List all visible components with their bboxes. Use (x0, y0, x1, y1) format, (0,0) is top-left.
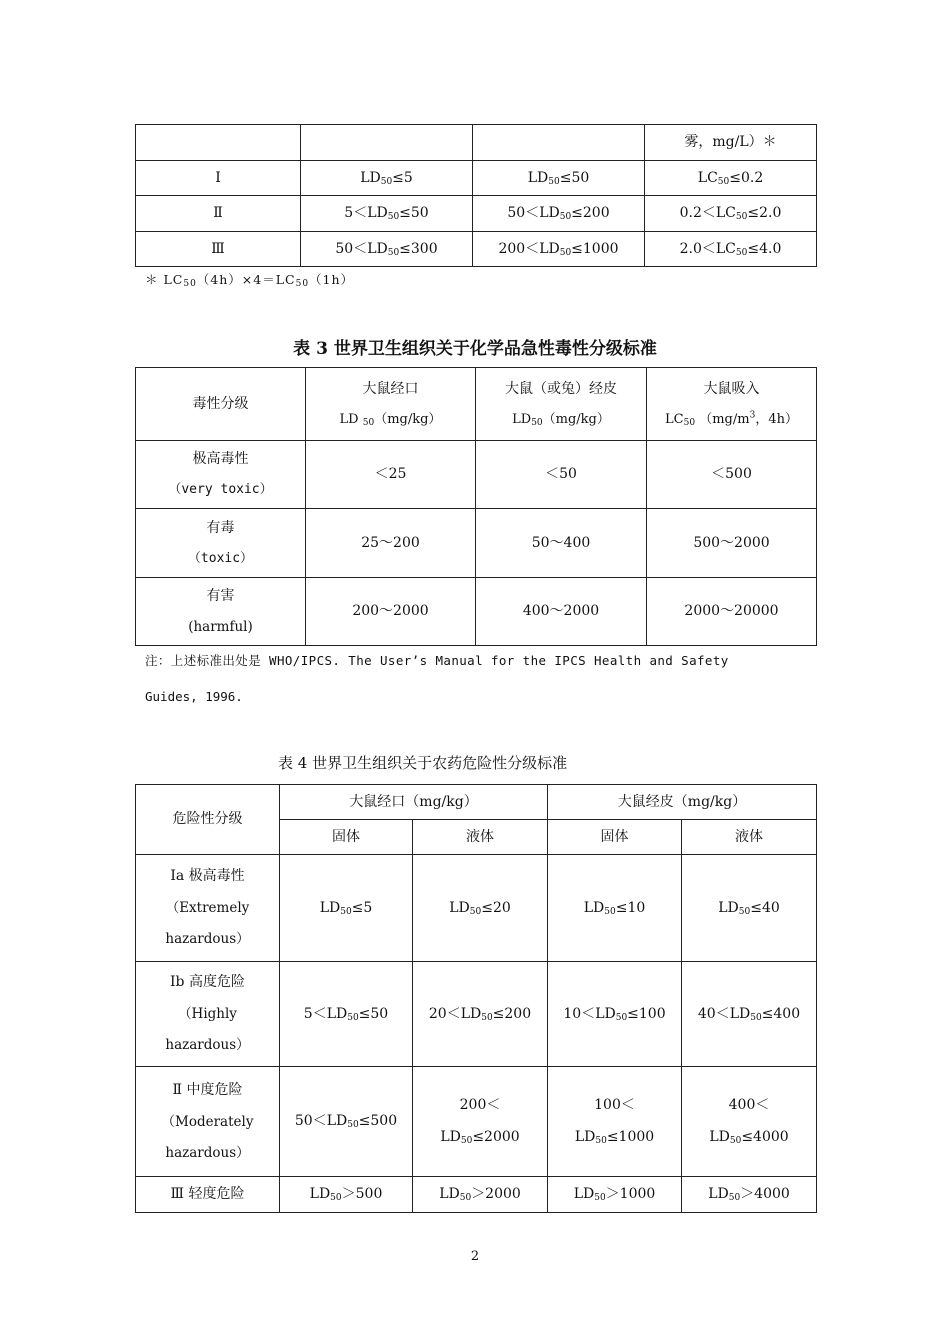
table-row (136, 196, 817, 232)
table2-value-cell: $50<LD_{50}\le 300$ (301, 232, 473, 267)
table2-value-cell: $0.2<LC_{50}\le 2.0$ (645, 196, 817, 232)
table4-value-cell: $LD_{50}>4000$ (682, 1177, 817, 1213)
table3-value-cell: 500～2000 (647, 509, 817, 578)
table4-header-dermal: 大鼠经皮（mg/kg） (548, 785, 817, 820)
table3-value-cell: ＜25 (306, 441, 476, 509)
table4-header-row (136, 785, 817, 820)
table4-header-dermal-solid: 固体 (548, 820, 682, 855)
table3-header-inhal: 大鼠吸入 $LC_{50}$ （$mg/m^3$，4h） (647, 368, 817, 441)
table4-header-oral: 大鼠经口（mg/kg） (280, 785, 548, 820)
table4-header-oral-solid: 固体 (280, 820, 413, 855)
table2-footnote: ＊ $LC_{50}(4h)\times 4=LC_{50}(1h)$ (145, 272, 355, 289)
table4 (135, 784, 817, 1213)
table4-class-cell: Ib 高度危险 （Highly hazardous） (136, 962, 280, 1067)
table3-title: 表 3 世界卫生组织关于化学品急性毒性分级标准 (293, 339, 657, 359)
table2-value-cell: $2.0<LC_{50}\le 4.0$ (645, 232, 817, 267)
table-row (136, 962, 817, 1067)
table3 (135, 367, 817, 646)
table2-value-cell: $LC_{50}\le 0.2$ (645, 161, 817, 196)
table4-title: 表 4 世界卫生组织关于农药危险性分级标准 (278, 754, 568, 772)
table3-header-row (136, 368, 817, 441)
table4-value-cell: $10<LD_{50}\le 100$ (548, 962, 682, 1067)
table4-value-cell: $LD_{50}\le 5$ (280, 855, 413, 962)
table2-value-cell: $5<LD_{50}\le 50$ (301, 196, 473, 232)
table2-cell (473, 125, 645, 161)
table3-note-line2: Guides, 1996. (145, 689, 243, 704)
table4-header-class: 危险性分级 (136, 785, 280, 855)
table2-cell (301, 125, 473, 161)
table4-value-cell: $LD_{50}>2000$ (413, 1177, 548, 1213)
table2-value-cell: $200<LD_{50}\le 1000$ (473, 232, 645, 267)
table2-class-cell: Ⅰ (136, 161, 301, 196)
table3-header-dermal: 大鼠（或兔）经皮 $LD_{50}(mg/kg)$ (476, 368, 647, 441)
table3-header-oral: 大鼠经口 LD $_{50}$（mg/kg） (306, 368, 476, 441)
table-row (136, 509, 817, 578)
table3-value-cell: 25～200 (306, 509, 476, 578)
table3-value-cell: ＜50 (476, 441, 647, 509)
table4-class-cell: Ia 极高毒性 （Extremely hazardous） (136, 855, 280, 962)
table-row (136, 855, 817, 962)
table3-value-cell: 50～400 (476, 509, 647, 578)
table2 (135, 124, 817, 267)
table3-value-cell: ＜500 (647, 441, 817, 509)
table4-value-cell: $40<LD_{50}\le 400$ (682, 962, 817, 1067)
table2-class-cell: Ⅱ (136, 196, 301, 232)
table4-header-oral-liquid: 液体 (413, 820, 548, 855)
table3-value-cell: 400～2000 (476, 578, 647, 646)
table4-value-cell: 100＜ $LD_{50}\le 1000$ (548, 1067, 682, 1177)
table4-value-cell: 400＜ $LD_{50}\le 4000$ (682, 1067, 817, 1177)
table-row (136, 161, 817, 196)
table4-value-cell: $50<LD_{50}\le 500$ (280, 1067, 413, 1177)
table3-header-class: 毒性分级 (136, 368, 306, 441)
table-row (136, 232, 817, 267)
table2-header-frag: 雾，mg/L）＊ (645, 125, 817, 161)
table4-class-cell: Ⅱ 中度危险 （Moderately hazardous） (136, 1067, 280, 1177)
table4-header-dermal-liquid: 液体 (682, 820, 817, 855)
table4-value-cell: $LD_{50}\le 10$ (548, 855, 682, 962)
table4-value-cell: $LD_{50}\le 20$ (413, 855, 548, 962)
table2-cell (136, 125, 301, 161)
table4-value-cell: $5<LD_{50}\le 50$ (280, 962, 413, 1067)
table3-class-cell: 极高毒性 （very toxic） (136, 441, 306, 509)
table3-note-line1: 注：上述标准出处是 WHO/IPCS. The User’s Manual for the IPCS Health and Safety (145, 653, 729, 668)
table2-header-row (136, 125, 817, 161)
table4-value-cell: $LD_{50}>1000$ (548, 1177, 682, 1213)
table4-class-cell: Ⅲ 轻度危险 (136, 1177, 280, 1213)
table-row (136, 441, 817, 509)
table4-value-cell: $LD_{50}\le 40$ (682, 855, 817, 962)
table-row (136, 578, 817, 646)
table3-value-cell: 200～2000 (306, 578, 476, 646)
table2-value-cell: $LD_{50}\le 5$ (301, 161, 473, 196)
table2-class-cell: Ⅲ (136, 232, 301, 267)
table2-value-cell: $50<LD_{50}\le 200$ (473, 196, 645, 232)
table4-value-cell: 200＜ $LD_{50}\le 2000$ (413, 1067, 548, 1177)
table-row (136, 1067, 817, 1177)
table3-value-cell: 2000～20000 (647, 578, 817, 646)
page-number: 2 (470, 1249, 480, 1264)
table3-class-cell: 有害 (harmful) (136, 578, 306, 646)
table-row (136, 1177, 817, 1213)
table3-class-cell: 有毒 （toxic） (136, 509, 306, 578)
table4-value-cell: $LD_{50}>500$ (280, 1177, 413, 1213)
table2-value-cell: $LD_{50}\le 50$ (473, 161, 645, 196)
table4-value-cell: $20<LD_{50}\le 200$ (413, 962, 548, 1067)
